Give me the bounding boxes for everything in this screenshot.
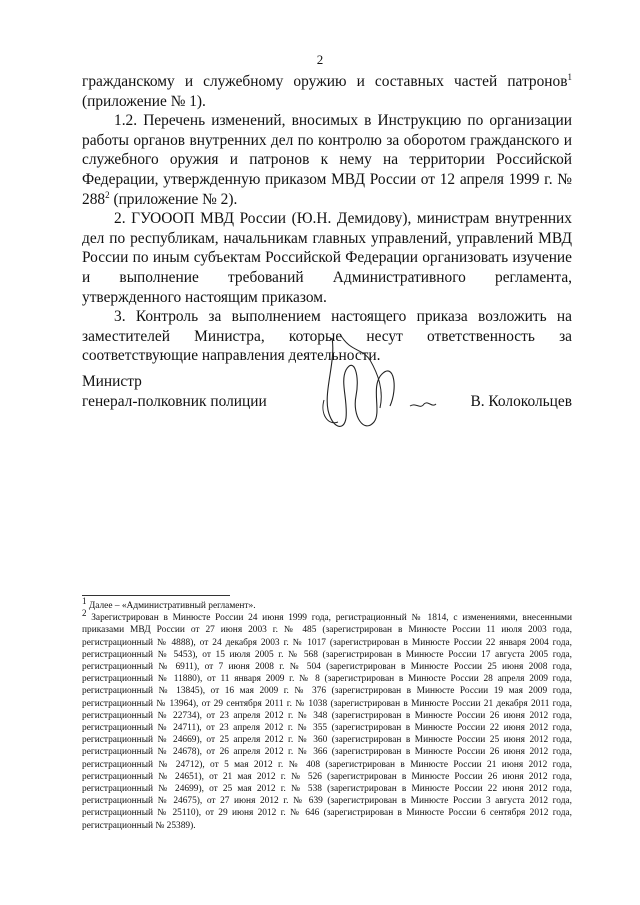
footnote-divider — [82, 595, 230, 596]
document-body — [82, 72, 572, 366]
footnote-text: Далее – «Административный регламент». — [86, 601, 256, 611]
signatory-title-line1: Министр — [82, 373, 142, 390]
footnote-ref: 2 — [105, 189, 110, 200]
footnote-text: Зарегистрирован в Минюсте России 24 июня 1999 года, регистрационный № 1814, с изменениями, внесенными приказами МВД России от 27 июня 2003 г. № 485 (зарегистрирован в Минюсте России 11 июля 2003 года, регистрационный № 4888), от 24 декабря 2003 г. № 1017 (зарегистрирован в Минюсте России 22 января 2004 года, регистрационный № 5453), от 15 июля 2005 г. № 568 (зарегистрирован в Минюсте России 17 августа 2005 года, регистрационный № 6911), от 7 июня 2008 г. № 504 (зарегистрирован в Минюсте России 25 июня 2008 года, регистрационный № 11880), от 11 января 2009 г. № 8 (зарегистрирован в Минюсте России 28 апреля 2009 года, регистрационный № 13845), от 16 мая 2009 г. № 376 (зарегистрирован в Минюсте России 19 мая 2009 года, регистрационный № 13964), от 29 сентября 2011 г. № 1038 (зарегистрирован в Минюсте России 21 декабря 2011 года, регистрационный № 22734), от 23 апреля 2012 г. № 348 (зарегистрирован в Минюсте России 26 июня 2012 года, регистрационный № 24711), от 23 апреля 2012 г. № 355 (зарегистрирован в Минюсте России 22 июня 2012 года, регистрационный № 24669), от 25 апреля 2012 г. № 360 (зарегистрирован в Минюсте России 25 июня 2012 года, регистрационный № 24678), от 26 апреля 2012 г. № 366 (зарегистрирован в Минюсте России 26 июня 2012 года, регистрационный № 24712), от 5 мая 2012 г. № 408 (зарегистрирован в Минюсте России 21 июня 2012 года, регистрационный № 24651), от 21 мая 2012 г. № 526 (зарегистрирован в Минюсте России 26 июня 2012 года, регистрационный № 24699), от 25 мая 2012 г. № 538 (зарегистрирован в Минюсте России 22 июня 2012 года, регистрационный № 24675), от 27 июня 2012 г. № 639 (зарегистрирован в Минюсте России 3 августа 2012 года, регистрационный № 25110), от 29 июня 2012 г. № 646 (зарегистрирован в Минюсте России 6 сентября 2012 года, регистрационный № 25389). — [82, 613, 572, 831]
signatory-title-line2: генерал-полковник полиции — [82, 392, 267, 410]
paragraph-tail: (приложение № 1). — [82, 92, 206, 110]
footnote-2 — [82, 608, 572, 832]
footnotes — [82, 595, 572, 832]
paragraph-3: 3. Контроль за выполнением настоящего приказа возложить на заместителей Министра, которые несут ответственность за соответствующие направления деятельности. — [82, 308, 572, 365]
footnote-number: 2 — [82, 608, 87, 619]
paragraph-text: гражданскому и служебному оружию и составных частей патронов — [82, 73, 568, 90]
signature-block — [82, 372, 572, 411]
signatory-name: В. Колокольцев — [470, 392, 572, 410]
footnote-number: 1 — [82, 595, 87, 606]
page-number: 2 — [316, 52, 324, 67]
footnote-1 — [82, 595, 572, 612]
paragraph-1-2 — [82, 111, 572, 209]
footnote-ref: 1 — [567, 71, 572, 82]
paragraph-2: 2. ГУОООП МВД России (Ю.Н. Демидову), министрам внутренних дел по республикам, начальникам главных управлений, управлений МВД России по иным субъектам Российской Федерации организовать изучение и выполнение требований Административного регламента, утвержденного настоящим приказом. — [82, 210, 572, 306]
paragraph-text: 1.2. Перечень изменений, вносимых в Инструкцию по организации работы органов внутренних дел по контролю за оборотом гражданского и служебного оружия и патронов к нему на территории Российской Федерации, утвержденную приказом МВД России от 12 апреля 1999 г. № 288 — [82, 112, 572, 208]
paragraph-tail: (приложение № 2). — [109, 190, 238, 208]
paragraph-continuation — [82, 72, 572, 111]
